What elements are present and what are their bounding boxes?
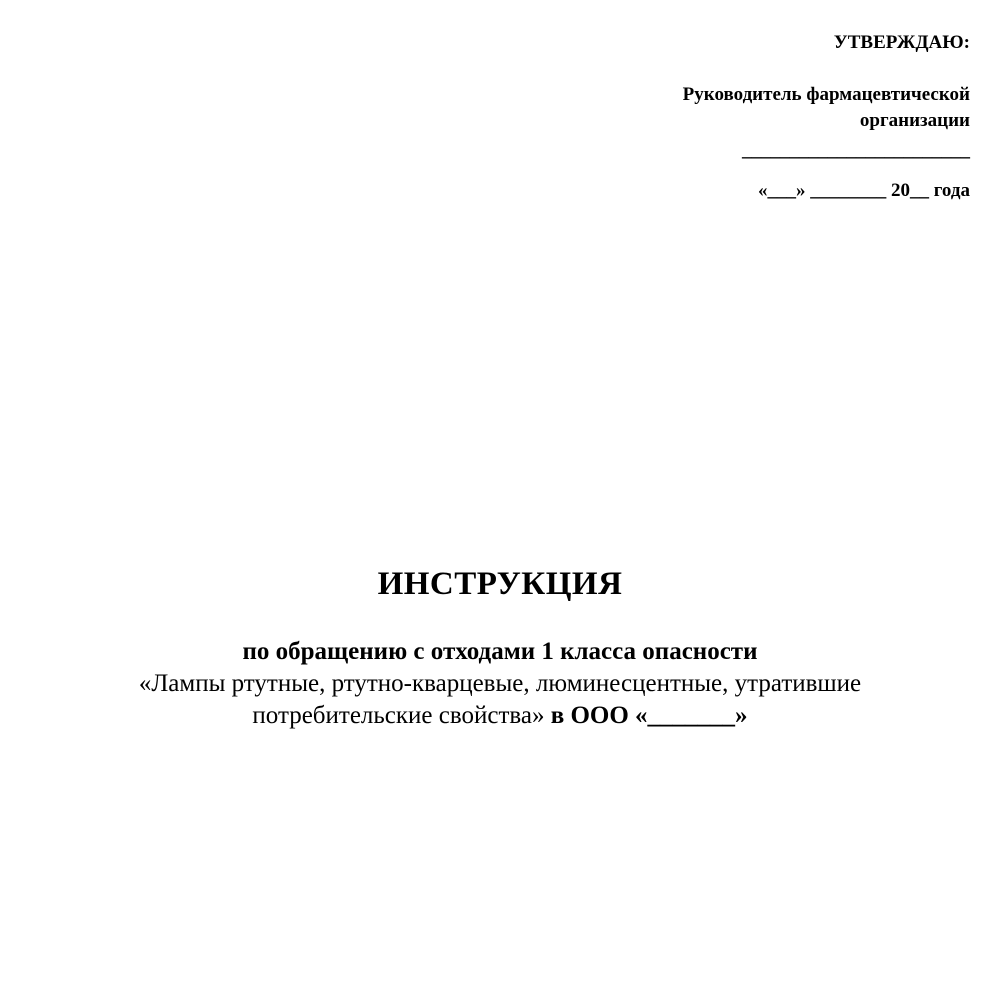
approval-block	[550, 30, 970, 204]
document-title: ИНСТРУКЦИЯ	[377, 566, 623, 602]
approval-role-line2: организации	[859, 110, 970, 131]
subtitle-line3	[0, 700, 1000, 732]
document-subtitle	[0, 636, 1000, 732]
approval-title: УТВЕРЖДАЮ:	[833, 32, 970, 53]
subtitle-line3-bold: в ООО «_______»	[544, 702, 748, 729]
subtitle-line2: «Лампы ртутные, ртутно-кварцевые, люминесцентные, утратившие	[138, 670, 862, 697]
subtitle-line1: по обращению с отходами 1 класса опасности	[242, 638, 758, 665]
subtitle-line3-regular: потребительские свойства»	[252, 702, 545, 729]
signature-line: ________________________	[742, 140, 970, 161]
date-line: «___» ________ 20__ года	[758, 180, 970, 201]
approval-role-line1: Руководитель фармацевтической	[682, 84, 970, 105]
approval-role	[550, 82, 970, 134]
document-heading	[0, 562, 1000, 732]
